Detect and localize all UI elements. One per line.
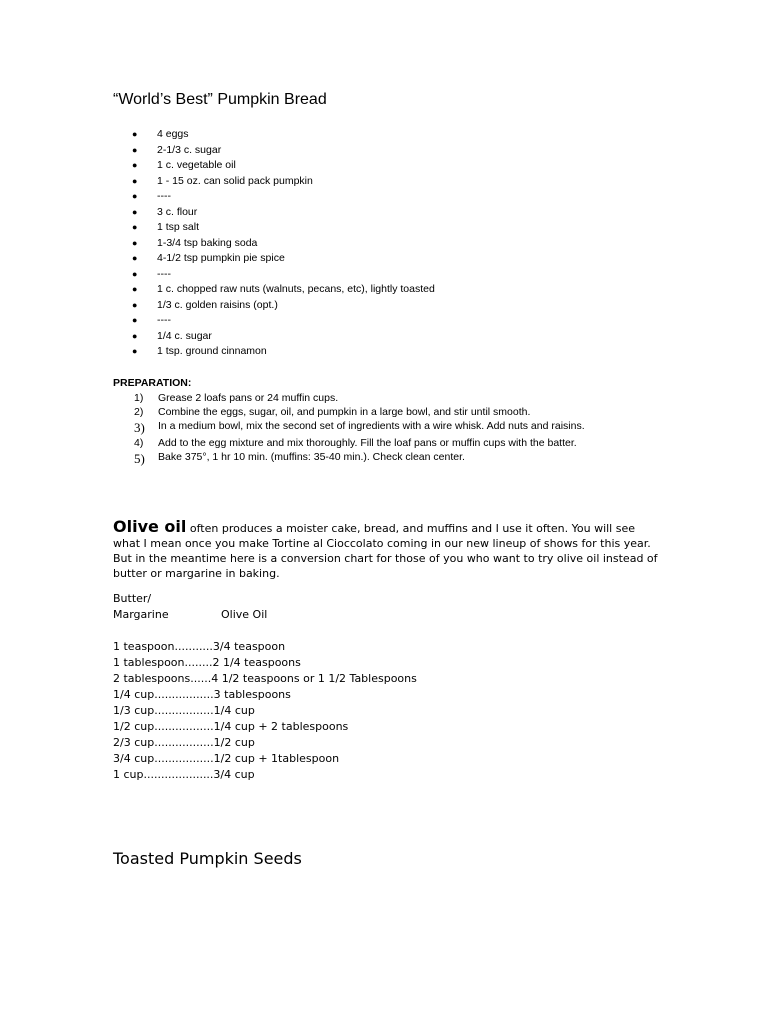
table-row: 1 tablespoon........2 1/4 teaspoons	[113, 656, 301, 669]
step-text: Add to the egg mixture and mix thoroughly. Fill the loaf pans or muffin cups with the batter.	[158, 437, 577, 449]
bullet-icon: ●	[132, 299, 138, 310]
bullet-icon: ●	[132, 346, 138, 356]
table-row: 2/3 cup.................1/2 cup	[113, 736, 255, 749]
conversion-header-row	[113, 607, 417, 623]
list-item	[132, 143, 435, 159]
step-number: 1)	[134, 392, 144, 404]
toasted-seeds-title: Toasted Pumpkin Seeds	[113, 849, 302, 868]
olive-oil-body: often produces a moister cake, bread, and muffins and I use it often. You will see what I mean once you make Tortine al Cioccolato coming in our new lineup of shows for this year. But in the meantime here is a conversion chart for those of you who want to try olive oil instead of butter or margarine in baking.	[113, 522, 658, 580]
table-row: 1 cup....................3/4 cup	[113, 768, 255, 781]
bullet-icon: ●	[132, 206, 138, 217]
olive-oil-lead: Olive oil	[113, 517, 187, 536]
conversion-header-butter: Margarine	[113, 608, 169, 621]
table-row: 2 tablespoons......4 1/2 teaspoons or 1 1/2 Tablespoons	[113, 672, 417, 685]
bullet-icon: ●	[132, 330, 138, 341]
list-item	[132, 127, 435, 143]
step-text: Grease 2 loafs pans or 24 muffin cups.	[158, 392, 339, 404]
list-item	[132, 267, 435, 283]
step-text: Combine the eggs, sugar, oil, and pumpkin in a large bowl, and stir until smooth.	[158, 406, 531, 418]
recipe-title: “World’s Best” Pumpkin Bread	[113, 91, 327, 108]
bullet-icon: ●	[132, 284, 138, 294]
ingredient-list	[132, 127, 435, 360]
ingredient-text: 1 c. vegetable oil	[157, 159, 236, 171]
list-item	[132, 158, 435, 174]
conversion-header-olive-oil: Olive Oil	[221, 608, 268, 621]
preparation-heading: PREPARATION:	[113, 377, 192, 389]
ingredient-text: ----	[157, 314, 171, 326]
list-item	[132, 298, 435, 314]
bullet-icon: ●	[132, 191, 138, 201]
ingredient-text: 1 tsp. ground cinnamon	[157, 345, 267, 357]
step-number: 2)	[134, 406, 144, 418]
list-item	[132, 220, 435, 236]
list-item	[132, 205, 435, 221]
olive-oil-paragraph	[113, 519, 658, 581]
ingredient-text: 1 - 15 oz. can solid pack pumpkin	[157, 174, 313, 187]
bullet-icon: ●	[132, 144, 138, 155]
ingredient-text: 1/4 c. sugar	[157, 329, 212, 342]
list-item	[132, 251, 435, 267]
conversion-header-line1: Butter/	[113, 592, 152, 605]
bullet-icon: ●	[132, 160, 138, 170]
ingredient-text: 4 eggs	[157, 128, 189, 140]
list-item	[134, 437, 585, 451]
step-number: 5)	[134, 451, 145, 466]
list-item	[134, 451, 585, 466]
bullet-icon: ●	[132, 129, 138, 139]
list-item	[134, 420, 585, 437]
ingredient-text: ----	[157, 267, 171, 280]
bullet-icon: ●	[132, 315, 138, 325]
ingredient-text: 1 c. chopped raw nuts (walnuts, pecans, etc), lightly toasted	[157, 283, 435, 295]
table-row: 1/4 cup.................3 tablespoons	[113, 688, 291, 701]
list-item	[132, 313, 435, 329]
step-number: 3)	[134, 420, 145, 435]
step-text: In a medium bowl, mix the second set of ingredients with a wire whisk. Add nuts and raisins.	[158, 420, 585, 432]
list-item	[132, 282, 435, 298]
bullet-icon: ●	[132, 268, 138, 279]
preparation-steps	[134, 392, 585, 466]
list-item	[132, 236, 435, 252]
ingredient-text: 4-1/2 tsp pumpkin pie spice	[157, 252, 285, 264]
table-row: 1 teaspoon...........3/4 teaspoon	[113, 640, 286, 653]
bullet-icon: ●	[132, 222, 138, 232]
list-item	[132, 174, 435, 190]
conversion-chart	[113, 591, 417, 783]
conversion-rows	[113, 639, 417, 783]
table-row: 3/4 cup.................1/2 cup + 1tablespoon	[113, 752, 340, 765]
bullet-icon: ●	[132, 253, 138, 263]
ingredient-text: ----	[157, 190, 171, 202]
list-item	[132, 189, 435, 205]
bullet-icon: ●	[132, 175, 138, 186]
list-item	[134, 392, 585, 406]
list-item	[134, 406, 585, 420]
ingredient-text: 1-3/4 tsp baking soda	[157, 236, 258, 249]
step-number: 4)	[134, 437, 144, 449]
step-text: Bake 375°, 1 hr 10 min. (muffins: 35-40 min.). Check clean center.	[158, 451, 465, 463]
ingredient-text: 3 c. flour	[157, 205, 198, 218]
list-item	[132, 344, 435, 360]
bullet-icon: ●	[132, 237, 138, 248]
table-row: 1/3 cup.................1/4 cup	[113, 704, 255, 717]
ingredient-text: 1/3 c. golden raisins (opt.)	[157, 298, 278, 311]
table-row: 1/2 cup.................1/4 cup + 2 tablespoons	[113, 720, 349, 733]
ingredient-text: 2-1/3 c. sugar	[157, 143, 222, 156]
list-item	[132, 329, 435, 345]
ingredient-text: 1 tsp salt	[157, 221, 200, 233]
